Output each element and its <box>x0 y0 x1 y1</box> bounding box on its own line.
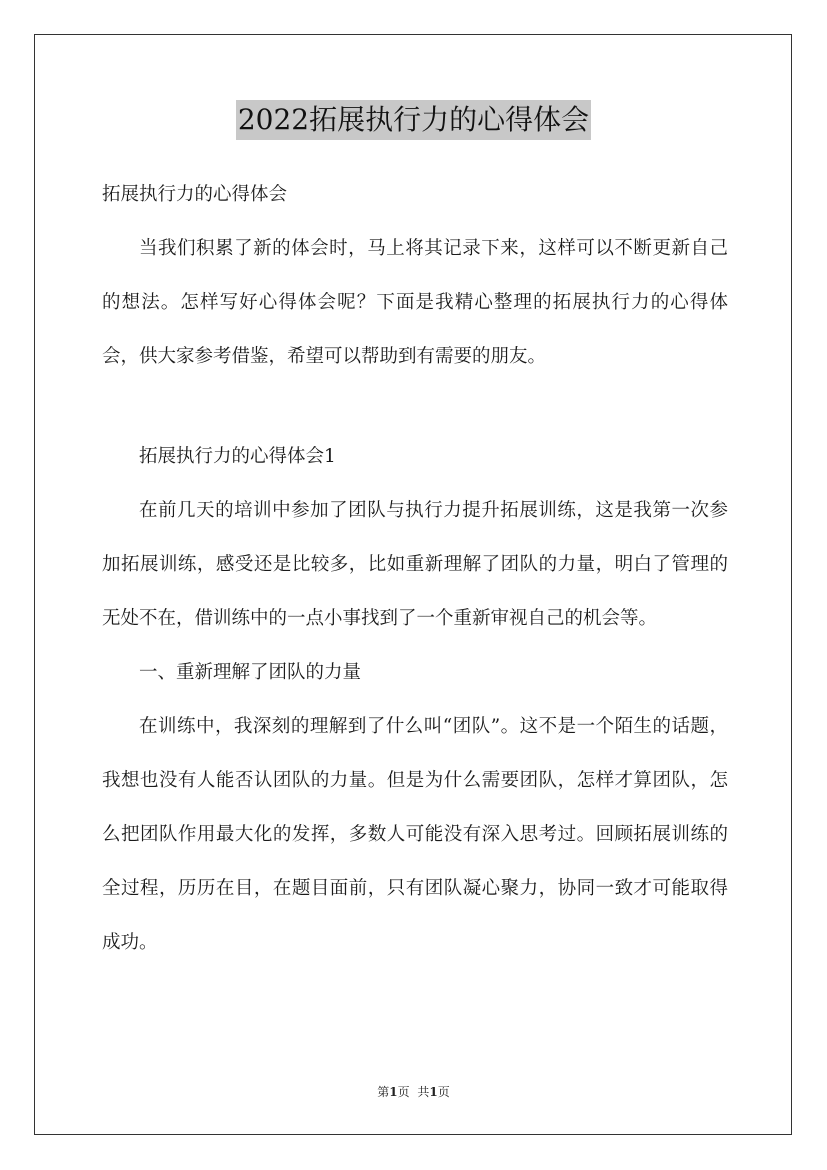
point-heading: 一、重新理解了团队的力量 <box>139 662 362 683</box>
paragraph-spacer <box>102 384 728 430</box>
total-suffix: 页 <box>437 1085 450 1099</box>
intro-paragraph: 当我们积累了新的体会时，马上将其记录下来，这样可以不断更新自己的想法。怎样写好心得体会呢？下面是我精心整理的拓展执行力的心得体会，供大家参考借鉴，希望可以帮助到有需要的朋友。 <box>102 238 728 367</box>
title-container <box>0 100 827 140</box>
document-subtitle: 拓展执行力的心得体会 <box>102 184 288 205</box>
body-paragraph-2: 在训练中，我深刻的理解到了什么叫“团队”。这不是一个陌生的话题，我想也没有人能否认团队的力量。但是为什么需要团队，怎样才算团队，怎么把团队作用最大化的发挥，多数人可能没有深入思考过。回顾拓展训练的全过程，历历在目，在题目面前，只有团队凝心聚力，协同一致才可能取得成功。 <box>102 716 728 953</box>
document-body <box>102 168 728 970</box>
page-prefix: 第 <box>377 1085 390 1099</box>
page-number: 1 <box>389 1085 398 1099</box>
body-paragraph-1: 在前几天的培训中参加了团队与执行力提升拓展训练，这是我第一次参加拓展训练，感受还是比较多，比如重新理解了团队的力量，明白了管理的无处不在，借训练中的一点小事找到了一个重新审视自己的机会等。 <box>102 500 728 629</box>
page-footer <box>0 1083 827 1101</box>
total-pages: 1 <box>429 1085 438 1099</box>
document-title: 2022拓展执行力的心得体会 <box>236 100 591 140</box>
section-heading: 拓展执行力的心得体会1 <box>139 446 336 467</box>
total-prefix: 共 <box>417 1085 430 1099</box>
page-suffix: 页 <box>397 1085 410 1099</box>
